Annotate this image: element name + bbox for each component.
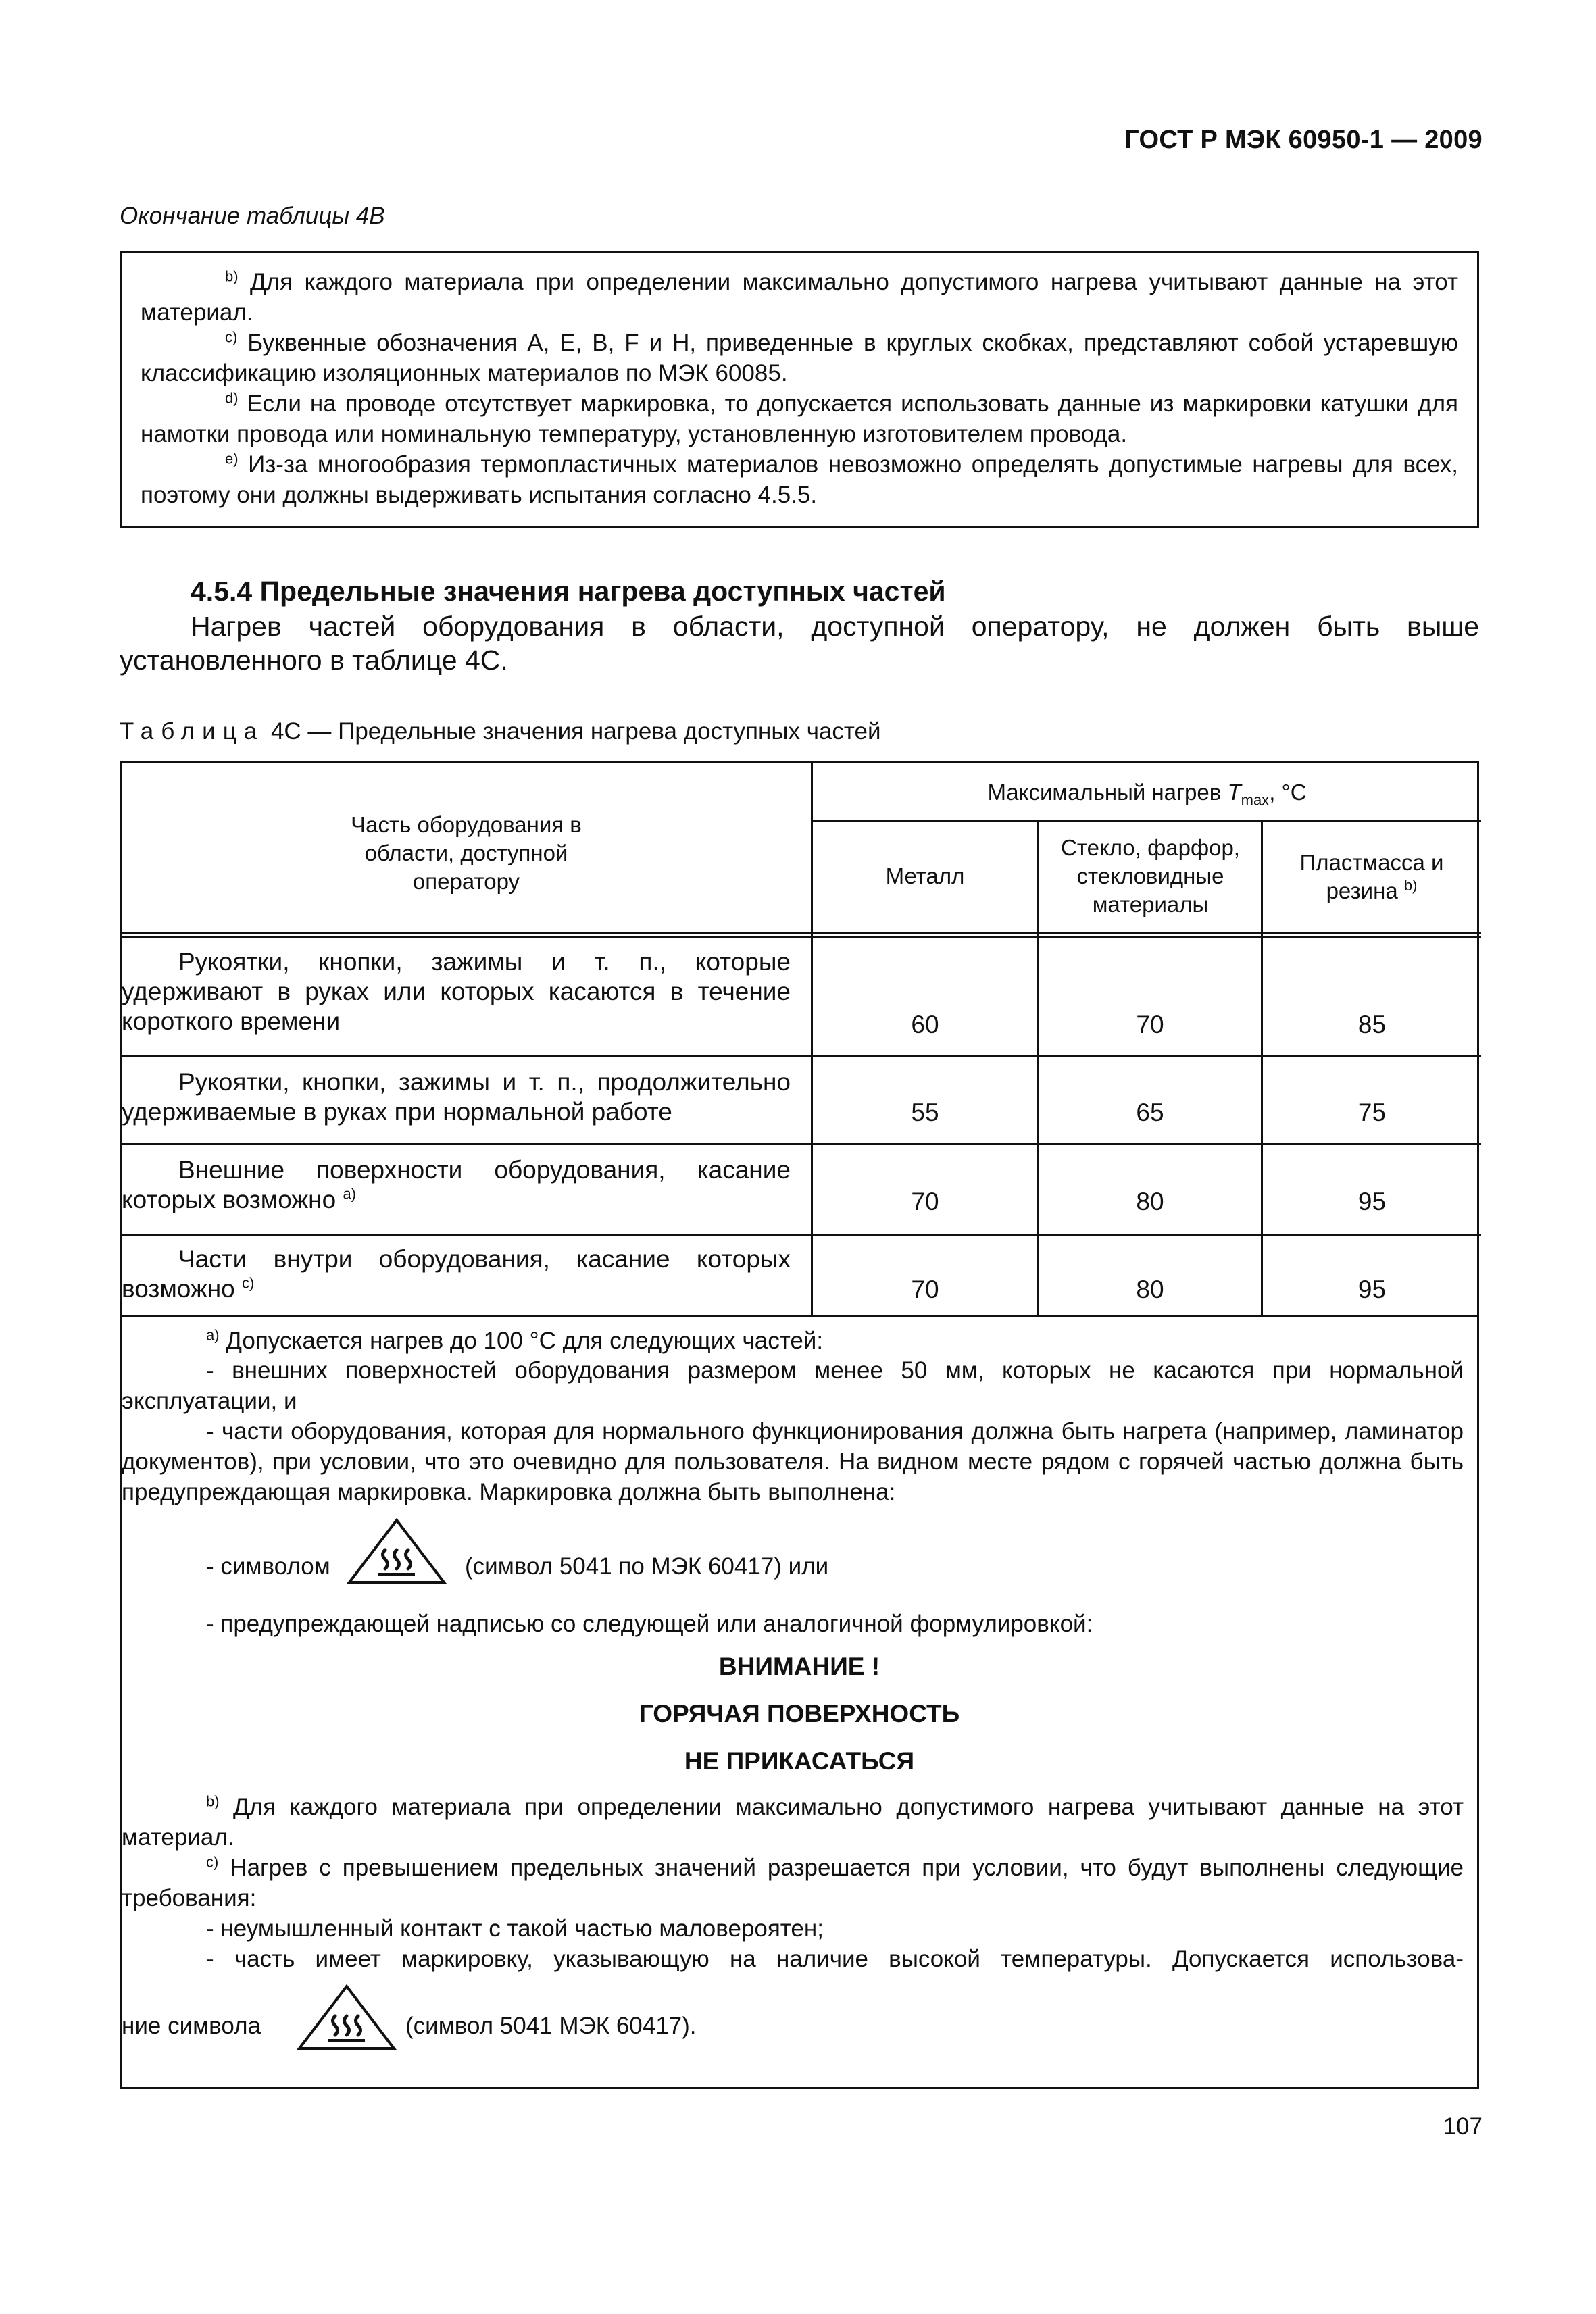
table-cell-glass: 80: [1136, 1276, 1164, 1303]
table-4b-notes: [120, 251, 1479, 528]
hot-surface-warning-icon: [296, 1984, 397, 2051]
table-4c: [120, 761, 1479, 1317]
table-cell-plastic: 75: [1357, 1099, 1387, 1126]
section-title: 4.5.4 Предельные значения нагрева доступных частей: [191, 576, 946, 607]
table-cell-glass: 65: [1136, 1099, 1164, 1126]
table-cell-metal: 70: [911, 1188, 939, 1215]
symbol-line-suffix: (символ 5041 по МЭК 60417) или: [465, 1553, 829, 1580]
warning-label-line: - предупреждающей надписью со следующей или аналогичной формулировкой:: [206, 1611, 1093, 1637]
table-row-label: Внешние поверхности оборудования, касание которых возможно $^{a)}$: [122, 1156, 791, 1213]
note-c-symbol-prefix: ние символа: [122, 2013, 261, 2039]
table-caption-text: 4С — Предельные значения нагрева доступных частей: [270, 718, 881, 745]
table-row-label: Рукоятки, кнопки, зажимы и т. п., которые удерживают в руках или которых касаются в течение короткого времени: [122, 948, 791, 1035]
symbol-line-prefix: - символом: [206, 1553, 330, 1580]
table-row-label: Части внутри оборудования, касание которых возможно $^{c)}$: [122, 1245, 791, 1303]
header-part: Часть оборудования в области, доступной оператору: [351, 812, 582, 894]
hot-surface-warning-icon: [346, 1517, 447, 1585]
header-plastic: Пластмасса и резина $^{b)}$: [1299, 850, 1444, 903]
table-cell-metal: 70: [911, 1276, 939, 1303]
note-c: $^{c)}$ Нагрев с превышением предельных значений разрешается при условии, что будут выполнены следующие требования:: [122, 1853, 1464, 1911]
table-row-label: Рукоятки, кнопки, зажимы и т. п., продолжительно удерживаемые в руках при нормальной работе: [122, 1068, 791, 1126]
warning-text-attention: ВНИМАНИЕ !: [718, 1653, 880, 1680]
page-number: 107: [1443, 2113, 1482, 2140]
warning-text-do-not-touch: НЕ ПРИКАСАТЬСЯ: [684, 1747, 915, 1775]
note-a-item-1: - внешних поверхностей оборудования размером менее 50 мм, которых не касаются при нормальной эксплуатации, и: [122, 1357, 1464, 1414]
table-cell-plastic: 85: [1357, 1011, 1387, 1038]
table-cell-plastic: 95: [1357, 1188, 1387, 1215]
document-header: ГОСТ Р МЭК 60950-1 — 2009: [1124, 126, 1482, 154]
note-a: $^{a)}$ Допускается нагрев до 100 °С для следующих частей:: [206, 1326, 824, 1354]
note-c-symbol-suffix: (символ 5041 МЭК 60417).: [405, 2013, 697, 2039]
table-cell-glass: 70: [1136, 1011, 1164, 1038]
note-c-item-1: - неумышленный контакт с такой частью маловероятен;: [206, 1915, 824, 1942]
header-metal: Металл: [885, 863, 965, 888]
header-max-heating: Максимальный нагрев $T_{max}$, °С: [987, 780, 1307, 809]
note-d: $^{d)}$ Если на проводе отсутствует маркировка, то допускается использовать данные из маркировки катушки для намотки провода или номинальную температуру, установленную изготовителем провода.: [141, 389, 1458, 447]
note-a-item-2: - части оборудования, которая для нормального функционирования должна быть нагрета (например, ламинатор документов), при условии, что это очевидно для пользователя. На видном месте рядом с горячей частью должна быть предупреждающая маркировка. Маркировка должна быть выполнена:: [122, 1418, 1464, 1505]
table-caption-label: Таблица: [120, 718, 265, 745]
section-body: Нагрев частей оборудования в области, доступной оператору, не должен быть выше установленного в таблице 4С.: [120, 611, 1479, 676]
note-c: $^{c)}$ Буквенные обозначения А, Е, В, F и Н, приведенные в круглых скобках, представляют собой устаревшую классификацию изоляционных материалов по МЭК 60085.: [141, 328, 1458, 386]
table-cell-metal: 60: [911, 1011, 939, 1038]
note-c-item-2: - часть имеет маркировку, указывающую на наличие высокой температуры. Допускается использова-: [206, 1946, 1464, 1972]
note-e: $^{e)}$ Из-за многообразия термопластичных материалов невозможно определять допустимые нагревы для всех, поэтому они должны выдерживать испытания согласно 4.5.5.: [141, 450, 1458, 508]
note-b: $^{b)}$ Для каждого материала при определении максимально допустимого нагрева учитывают данные на этот материал.: [122, 1792, 1464, 1851]
note-b: $^{b)}$ Для каждого материала при определении максимально допустимого нагрева учитывают данные на этот материал.: [141, 268, 1458, 326]
table-cell-plastic: 95: [1357, 1276, 1387, 1303]
table-cell-metal: 55: [911, 1099, 939, 1126]
table-4c-notes: [120, 1315, 1479, 2089]
table-cell-glass: 80: [1136, 1188, 1164, 1215]
table-continuation-label: Окончание таблицы 4В: [120, 203, 385, 229]
header-glass: Стекло, фарфор, стекловидные материалы: [1061, 835, 1240, 917]
warning-text-hot-surface: ГОРЯЧАЯ ПОВЕРХНОСТЬ: [639, 1700, 960, 1728]
table-caption: [120, 718, 881, 745]
